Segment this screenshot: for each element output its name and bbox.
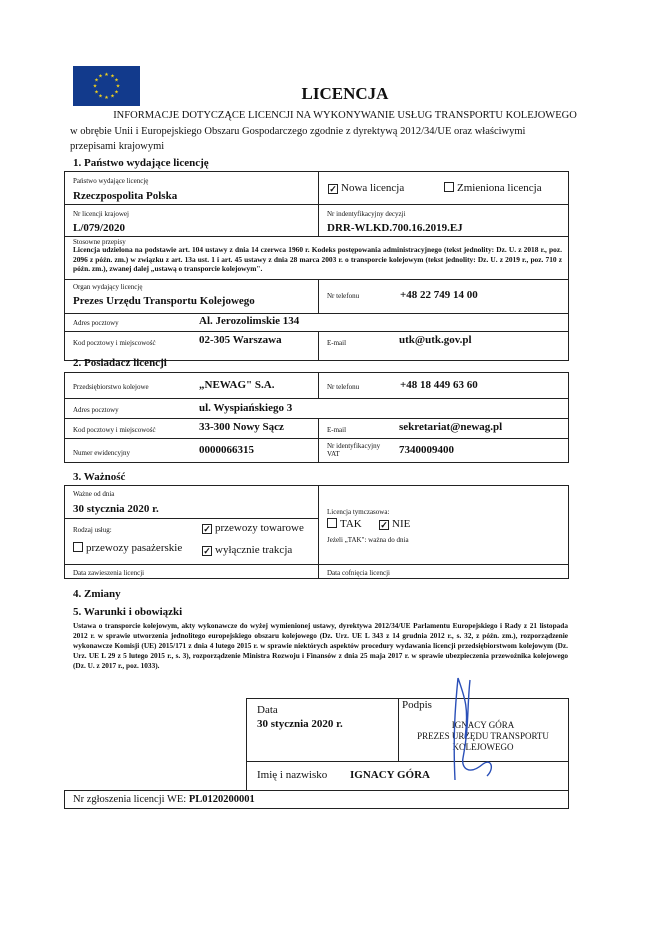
legal-text: Licencja udzielona na podstawie art. 104 ustawy z dnia 14 czerwca 1960 r. Kodeks postępowania administracyjnego (tekst jednolity: Dz. U. z 2018 r., poz. 2096 z późn. zm.) w związku z art. 13a ust. 1 i art. 45 ustawy z dnia 28 marca 2003 r. o transporcie kolejowym (tekst jednolity: Dz. U. z 2019 r., poz. 710 z późn. zm.), zwanej dalej „ustawą o transporcie kolejowym". [73,245,562,273]
traction-checkbox[interactable] [202,544,292,556]
checkmark-icon: ✓ [203,524,211,534]
freight-checkbox[interactable] [202,522,304,534]
new-licence-checkbox[interactable] [328,182,404,194]
temp-no-label: NIE [392,518,411,530]
temp-no-checkbox[interactable] [379,518,410,530]
temp-yes-label: TAK [340,518,362,530]
sign-label: Podpis [402,699,432,711]
national-no-value: L/079/2020 [73,222,125,234]
svg-text:★: ★ [94,89,99,96]
changed-licence-checkbox[interactable] [444,182,542,194]
svg-text:★: ★ [104,95,109,101]
we-label: Nr zgłoszenia licencji WE: [73,794,187,805]
svg-text:★: ★ [115,83,121,90]
s2-address-value: ul. Wyspiańskiego 3 [199,402,293,414]
reg-label: Numer ewidencyjny [73,449,130,457]
sign-date-value: 30 stycznia 2020 r. [257,718,343,730]
s1-address-value: Al. Jerozolimskie 134 [199,315,300,327]
yes-note: Jeżeli „TAK": ważna do dnia [327,536,409,544]
passenger-label: przewozy pasażerskie [86,542,183,554]
new-licence-label: Nowa licencja [341,182,405,194]
temp-yes-checkbox[interactable] [327,518,362,530]
checkmark-icon: ✓ [203,546,211,556]
valid-from-label: Ważne od dnia [73,490,115,498]
vat-label-2: VAT [327,450,340,458]
svg-text:★: ★ [104,72,109,78]
company-label: Przedsiębiorstwo kolejowe [73,383,149,391]
vat-label-1: Nr identyfikacyjny [327,442,381,450]
svg-text:★: ★ [98,73,103,80]
national-no-label: Nr licencji krajowej [73,210,129,218]
decision-id-label: Nr indentyfikacyjny decyzji [327,210,406,218]
s1-email-label: E-mail [327,339,347,347]
decision-id-value: DRR-WLKD.700.16.2019.EJ [327,222,463,234]
country-value: Rzeczpospolita Polska [73,190,178,202]
we-value: PL0120200001 [188,794,255,805]
svg-text:★: ★ [114,89,119,96]
handwritten-signature [425,668,505,793]
sign-date-label: Data [257,704,278,716]
svg-text:★: ★ [110,73,115,80]
s1-address-label: Adres pocztowy [73,319,119,327]
s1-phone-label: Nr telefonu [327,292,360,300]
s2-phone-label: Nr telefonu [327,383,360,391]
s1-postcode-value: 02-305 Warszawa [199,334,282,346]
s1-phone-value: +48 22 749 14 00 [400,289,478,301]
passenger-checkbox[interactable] [73,542,182,554]
service-type-label: Rodzaj usług: [73,526,112,534]
page-title: LICENCJA [301,84,389,103]
name-label: Imię i nazwisko [257,769,328,781]
name-value: IGNACY GÓRA [350,769,430,781]
legal-label: Stosowne przepisy [73,238,126,246]
checkmark-icon: ✓ [329,184,337,194]
checkmark-icon: ✓ [380,520,388,530]
changed-licence-label: Zmieniona licencja [457,182,542,194]
revoke-label: Data cofnięcia licencji [327,569,390,577]
intro-line-1: w obrębie Unii i Europejskiego Obszaru Gospodarczego zgodnie z dyrektywą 2012/34/UE oraz właściwymi [70,126,526,137]
s1-email-value: utk@utk.gov.pl [399,334,472,346]
authority-label: Organ wydający licencję [73,283,143,291]
valid-from-value: 30 stycznia 2020 r. [73,503,159,515]
signer-line-1: IGNACY GÓRA [451,720,515,730]
svg-text:★: ★ [92,83,98,90]
vat-value: 7340009400 [399,444,454,456]
signer-line-3: KOLEJOWEGO [452,742,514,752]
authority-value: Prezes Urzędu Transportu Kolejowego [73,295,255,307]
svg-text:★: ★ [110,93,115,100]
s2-email-value: sekretariat@newag.pl [399,421,503,433]
section5-heading: 5. Warunki i obowiązki [73,606,183,618]
svg-text:★: ★ [94,77,99,84]
section2-heading: 2. Posiadacz licencji [73,357,167,369]
s2-phone-value: +48 18 449 63 60 [400,379,478,391]
country-label: Państwo wydające licencję [73,177,149,185]
company-value: „NEWAG" S.A. [199,379,275,391]
s2-postcode-value: 33-300 Nowy Sącz [199,421,284,433]
intro-line-2: przepisami krajowymi [70,141,165,152]
signer-line-2: PREZES URZĘDU TRANSPORTU [417,731,549,741]
we-number [73,794,255,805]
svg-text:★: ★ [98,93,103,100]
s2-email-label: E-mail [327,426,347,434]
conditions-text: Ustawa o transporcie kolejowym, akty wykonawcze do wyżej wymienionej ustawy, dyrektywa 2012/34/UE Parlamentu Europejskiego i Rady z 21 listopada 2012 r. w sprawie utworzenia jednolitego europejskiego obszaru kolejowego (Dz. Urz. UE L 343 z 14 grudnia 2012 r., s. 32, z późn. zm.), rozporządzenie wykonawcze Komisji (UE) 2015/171 z dnia 4 lutego 2015 r. w sprawie niektórych aspektów procedury wydawania licencji przedsiębiorstwom kolejowym (Dz. Urz. UE L 29 z 5 lutego 2015 r., s. 3), rozporządzenie Ministra Rozwoju i Finansów z dnia 25 maja 2017 r. w sprawie ubezpieczenia przewoźnika kolejowego (Dz. U. z 2017 r., poz. 1033). [73,621,568,670]
section1-heading: 1. Państwo wydające licencję [73,157,209,169]
reg-value: 0000066315 [199,444,254,456]
temp-licence-label: Licencja tymczasowa: [327,508,390,516]
traction-label: wyłącznie trakcja [215,544,293,556]
freight-label: przewozy towarowe [215,522,304,534]
s2-address-label: Adres pocztowy [73,406,119,414]
s1-postcode-label: Kod pocztowy i miejscowość [73,339,156,347]
section4-heading: 4. Zmiany [73,588,121,600]
svg-text:★: ★ [114,77,119,84]
suspend-label: Data zawieszenia licencji [73,569,145,577]
page-subtitle: INFORMACJE DOTYCZĄCE LICENCJI NA WYKONYWANIE USŁUG TRANSPORTU KOLEJOWEGO [113,110,577,121]
s2-postcode-label: Kod pocztowy i miejscowość [73,426,156,434]
section3-heading: 3. Ważność [73,471,126,483]
